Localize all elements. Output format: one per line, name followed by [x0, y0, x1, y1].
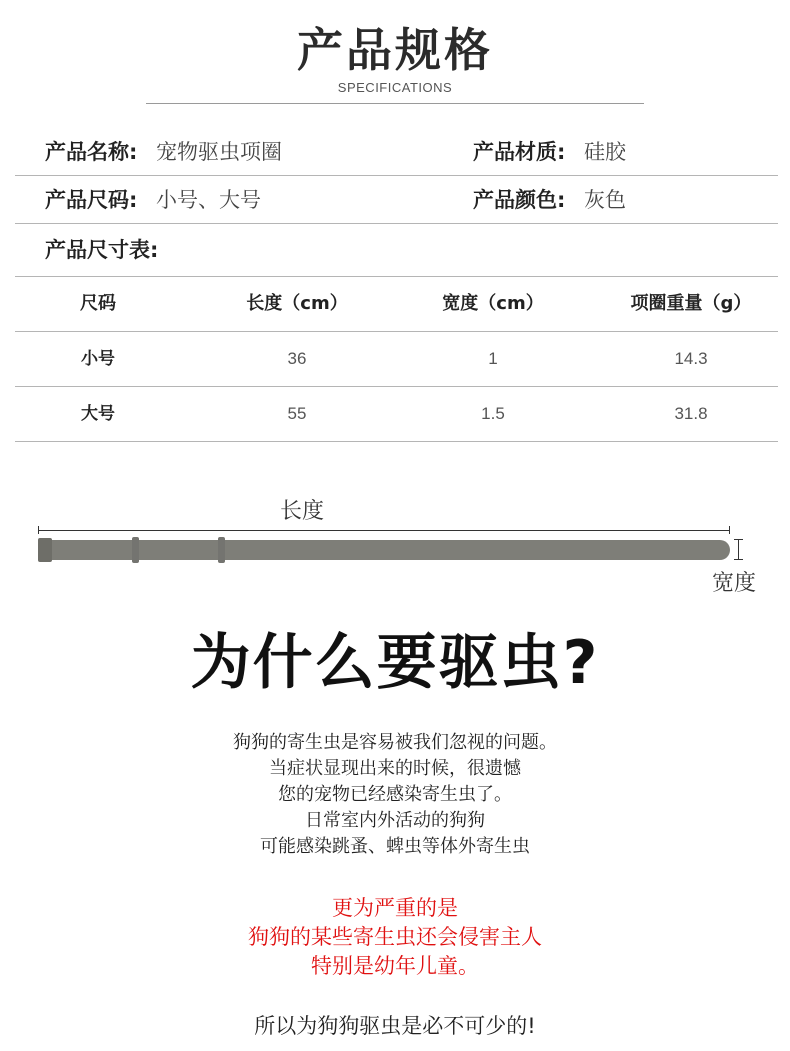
table-cell: 14.3 [674, 349, 708, 368]
warning-line: 狗狗的某些寄生虫还会侵害主人 [248, 925, 542, 949]
why-deworm-heading: 为什么要驱虫? [190, 628, 600, 698]
table-cell: 1 [488, 349, 498, 368]
spec-header [0, 22, 790, 95]
explanation-line: 日常室内外活动的狗狗 [305, 810, 485, 831]
table-header-cell: 宽度（cm） [442, 293, 544, 314]
width-bottom-tick [734, 559, 743, 560]
width-top-tick [734, 539, 743, 540]
collar-image [38, 540, 730, 560]
table-header-cell: 项圈重量（g） [630, 293, 752, 314]
table-cell: 55 [287, 404, 307, 423]
warning-line: 更为严重的是 [332, 896, 458, 920]
product-material-value: 硅胶 [584, 140, 626, 164]
size-table [15, 276, 778, 442]
page-title: 产品规格 [297, 23, 493, 77]
product-color-label: 产品颜色: [473, 188, 566, 212]
product-size-label: 产品尺码: [45, 188, 138, 212]
deworm-conclusion: 所以为狗狗驱虫是必不可少的! [254, 1014, 536, 1038]
width-label: 宽度 [712, 571, 757, 596]
info-row-size-chart [15, 227, 778, 273]
title-divider [146, 103, 644, 104]
table-row [15, 332, 778, 387]
explanation-line: 可能感染跳蚤、蜱虫等体外寄生虫 [260, 836, 530, 857]
table-header-cell: 尺码 [80, 293, 116, 314]
deworm-explanation [0, 730, 790, 860]
length-label: 长度 [280, 499, 325, 524]
table-cell: 31.8 [674, 404, 708, 423]
size-chart-label: 产品尺寸表: [45, 238, 159, 262]
table-cell: 36 [287, 349, 307, 368]
product-name-label: 产品名称: [45, 140, 138, 164]
table-header-row [15, 277, 778, 332]
explanation-line: 狗狗的寄生虫是容易被我们忽视的问题。 [233, 732, 557, 753]
explanation-line: 当症状显现出来的时候，很遗憾 [269, 758, 521, 779]
page-subtitle: SPECIFICATIONS [337, 80, 453, 95]
warning-line: 特别是幼年儿童。 [311, 954, 479, 978]
product-name-value: 宠物驱虫项圈 [156, 140, 282, 164]
width-dimension-line [738, 539, 739, 559]
info-row-name-material [15, 129, 778, 176]
info-row-size-color [15, 177, 778, 224]
product-size-value: 小号、大号 [156, 188, 261, 212]
collar-loop [132, 537, 139, 563]
table-cell: 1.5 [481, 404, 505, 423]
collar-buckle [38, 538, 52, 562]
length-end-tick [729, 526, 730, 534]
product-material-label: 产品材质: [473, 140, 566, 164]
explanation-line: 您的宠物已经感染寄生虫了。 [278, 784, 512, 805]
deworm-warning [0, 894, 790, 981]
collar-loop [218, 537, 225, 563]
collar-dimension-diagram [0, 488, 790, 598]
table-cell: 小号 [81, 349, 115, 369]
product-color-value: 灰色 [584, 188, 626, 212]
table-row [15, 387, 778, 442]
length-dimension-line [38, 530, 730, 531]
length-start-tick [38, 526, 39, 534]
table-cell: 大号 [81, 404, 115, 424]
table-header-cell: 长度（cm） [246, 293, 348, 314]
